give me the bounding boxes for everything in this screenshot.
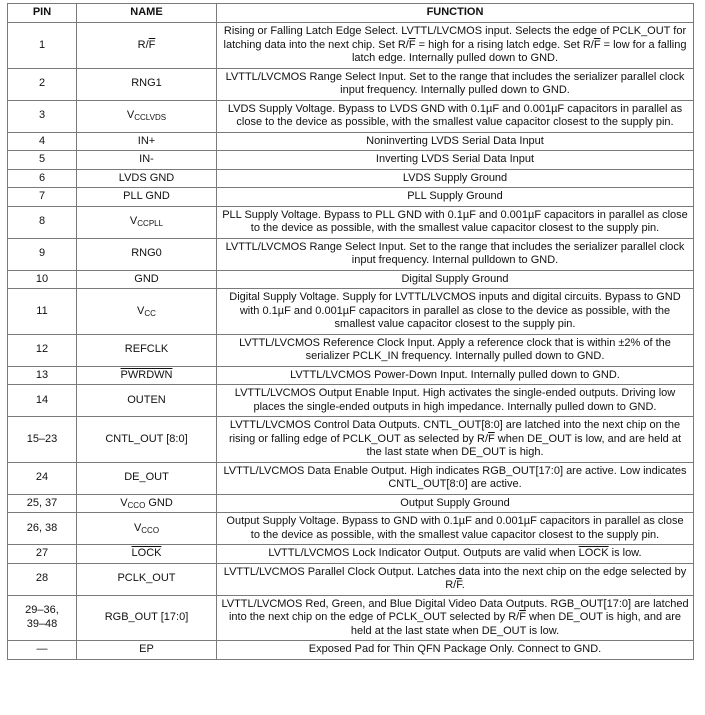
function-cell: Exposed Pad for Thin QFN Package Only. Connect to GND. <box>217 641 694 660</box>
function-cell: LVDS Supply Voltage. Bypass to LVDS GND with 0.1µF and 0.001µF capacitors in parallel as close to the device as possible, with the smallest value capacitor closest to the supply pin. <box>217 100 694 132</box>
pin-description-table-wrapper <box>0 3 705 660</box>
pin-cell: 11 <box>8 289 77 335</box>
pin-cell: 5 <box>8 151 77 170</box>
pin-cell: — <box>8 641 77 660</box>
table-row <box>8 270 694 289</box>
pin-cell: 4 <box>8 132 77 151</box>
table-row <box>8 494 694 513</box>
function-cell: PLL Supply Ground <box>217 188 694 207</box>
table-row <box>8 462 694 494</box>
table-row <box>8 188 694 207</box>
function-cell: PLL Supply Voltage. Bypass to PLL GND with 0.1µF and 0.001µF capacitors in parallel as close to the device as possible, with the smallest value capacitor closest to the supply pin. <box>217 206 694 238</box>
pin-cell: 28 <box>8 563 77 595</box>
function-cell: LVTTL/LVCMOS Output Enable Input. High activates the single-ended outputs. Driving low places the single-ended outputs in high impedance. Internally pulled down to GND. <box>217 385 694 417</box>
function-cell: LVTTL/LVCMOS Red, Green, and Blue Digital Video Data Outputs. RGB_OUT[17:0] are latched into the next chip on the edge of PCLK_OUT selected by $R/\overline{F}$ when DE_OUT is high, and are held at the last state when DE_OUT is low. <box>217 595 694 641</box>
name-cell: $V_{CCPLL}$ <box>77 206 217 238</box>
table-row <box>8 334 694 366</box>
pin-description-table <box>7 3 694 660</box>
function-cell: Noninverting LVDS Serial Data Input <box>217 132 694 151</box>
header-name: NAME <box>77 4 217 23</box>
pin-cell: 12 <box>8 334 77 366</box>
name-cell: REFCLK <box>77 334 217 366</box>
function-cell: LVTTL/LVCMOS Range Select Input. Set to the range that includes the serializer parallel clock input frequency. Internally pulled down to GND. <box>217 68 694 100</box>
table-row <box>8 385 694 417</box>
name-cell: GND <box>77 270 217 289</box>
table-row <box>8 206 694 238</box>
function-cell: LVTTL/LVCMOS Power-Down Input. Internally pulled down to GND. <box>217 366 694 385</box>
table-row <box>8 151 694 170</box>
name-cell: $V_{CCO}$ GND <box>77 494 217 513</box>
name-cell: PLL GND <box>77 188 217 207</box>
function-cell: Output Supply Ground <box>217 494 694 513</box>
function-cell: Rising or Falling Latch Edge Select. LVTTL/LVCMOS input. Selects the edge of PCLK_OUT for latching data into the next chip. Set $R/\overline{F}$ = high for a rising latch edge. Set $R/\overline{F}$ = low for a falling latch edge. Internally pulled down to GND. <box>217 23 694 69</box>
name-cell: IN+ <box>77 132 217 151</box>
table-row <box>8 563 694 595</box>
name-cell: $V_{CCLVDS}$ <box>77 100 217 132</box>
name-cell: RNG1 <box>77 68 217 100</box>
table-row <box>8 641 694 660</box>
pin-cell: 7 <box>8 188 77 207</box>
pin-cell: 29–36, 39–48 <box>8 595 77 641</box>
pin-cell: 27 <box>8 545 77 564</box>
function-cell: Inverting LVDS Serial Data Input <box>217 151 694 170</box>
name-cell: $R/\overline{F}$ <box>77 23 217 69</box>
name-cell: $V_{CCO}$ <box>77 513 217 545</box>
table-header-row <box>8 4 694 23</box>
pin-cell: 13 <box>8 366 77 385</box>
header-pin: PIN <box>8 4 77 23</box>
pin-cell: 1 <box>8 23 77 69</box>
function-cell: Digital Supply Voltage. Supply for LVTTL/LVCMOS inputs and digital circuits. Bypass to GND with 0.1µF and 0.001µF capacitors in parallel as close to the device as possible, with the smallest value capacitor closest to the supply pin. <box>217 289 694 335</box>
pin-cell: 9 <box>8 238 77 270</box>
pin-cell: 14 <box>8 385 77 417</box>
name-cell: RGB_OUT [17:0] <box>77 595 217 641</box>
name-cell: LVDS GND <box>77 169 217 188</box>
table-row <box>8 169 694 188</box>
name-cell: LOCK <box>77 545 217 564</box>
pin-cell: 6 <box>8 169 77 188</box>
name-cell: IN- <box>77 151 217 170</box>
function-cell: LVTTL/LVCMOS Parallel Clock Output. Latches data into the next chip on the edge selected by $R/\overline{F}$. <box>217 563 694 595</box>
table-row <box>8 545 694 564</box>
name-cell: RNG0 <box>77 238 217 270</box>
function-cell: LVTTL/LVCMOS Reference Clock Input. Apply a reference clock that is within ±2% of the serializer PCLK_IN frequency. Internally pulled down to GND. <box>217 334 694 366</box>
header-function: FUNCTION <box>217 4 694 23</box>
pin-cell: 15–23 <box>8 417 77 463</box>
table-row <box>8 513 694 545</box>
table-body <box>8 23 694 660</box>
pin-cell: 26, 38 <box>8 513 77 545</box>
table-row <box>8 417 694 463</box>
pin-cell: 2 <box>8 68 77 100</box>
name-cell: $V_{CC}$ <box>77 289 217 335</box>
function-cell: Digital Supply Ground <box>217 270 694 289</box>
function-cell: LVTTL/LVCMOS Lock Indicator Output. Outputs are valid when LOCK is low. <box>217 545 694 564</box>
pin-cell: 8 <box>8 206 77 238</box>
table-row <box>8 100 694 132</box>
name-cell: EP <box>77 641 217 660</box>
table-row <box>8 23 694 69</box>
name-cell: PWRDWN <box>77 366 217 385</box>
name-cell: OUTEN <box>77 385 217 417</box>
table-row <box>8 366 694 385</box>
table-row <box>8 289 694 335</box>
function-cell: LVTTL/LVCMOS Data Enable Output. High indicates RGB_OUT[17:0] are active. Low indicates CNTL_OUT[8:0] are active. <box>217 462 694 494</box>
function-cell: LVTTL/LVCMOS Control Data Outputs. CNTL_OUT[8:0] are latched into the next chip on the rising or falling edge of PCLK_OUT as selected by $R/\overline{F}$ when DE_OUT is low, and are held at the last state when DE_OUT is high. <box>217 417 694 463</box>
table-row <box>8 132 694 151</box>
pin-cell: 3 <box>8 100 77 132</box>
table-row <box>8 595 694 641</box>
pin-cell: 24 <box>8 462 77 494</box>
table-row <box>8 68 694 100</box>
function-cell: Output Supply Voltage. Bypass to GND with 0.1µF and 0.001µF capacitors in parallel as close to the device as possible, with the smallest value capacitor closest to the supply pin. <box>217 513 694 545</box>
name-cell: PCLK_OUT <box>77 563 217 595</box>
pin-cell: 25, 37 <box>8 494 77 513</box>
name-cell: DE_OUT <box>77 462 217 494</box>
function-cell: LVTTL/LVCMOS Range Select Input. Set to the range that includes the serializer parallel clock input frequency. Internal pulldown to GND. <box>217 238 694 270</box>
name-cell: CNTL_OUT [8:0] <box>77 417 217 463</box>
pin-cell: 10 <box>8 270 77 289</box>
function-cell: LVDS Supply Ground <box>217 169 694 188</box>
table-row <box>8 238 694 270</box>
